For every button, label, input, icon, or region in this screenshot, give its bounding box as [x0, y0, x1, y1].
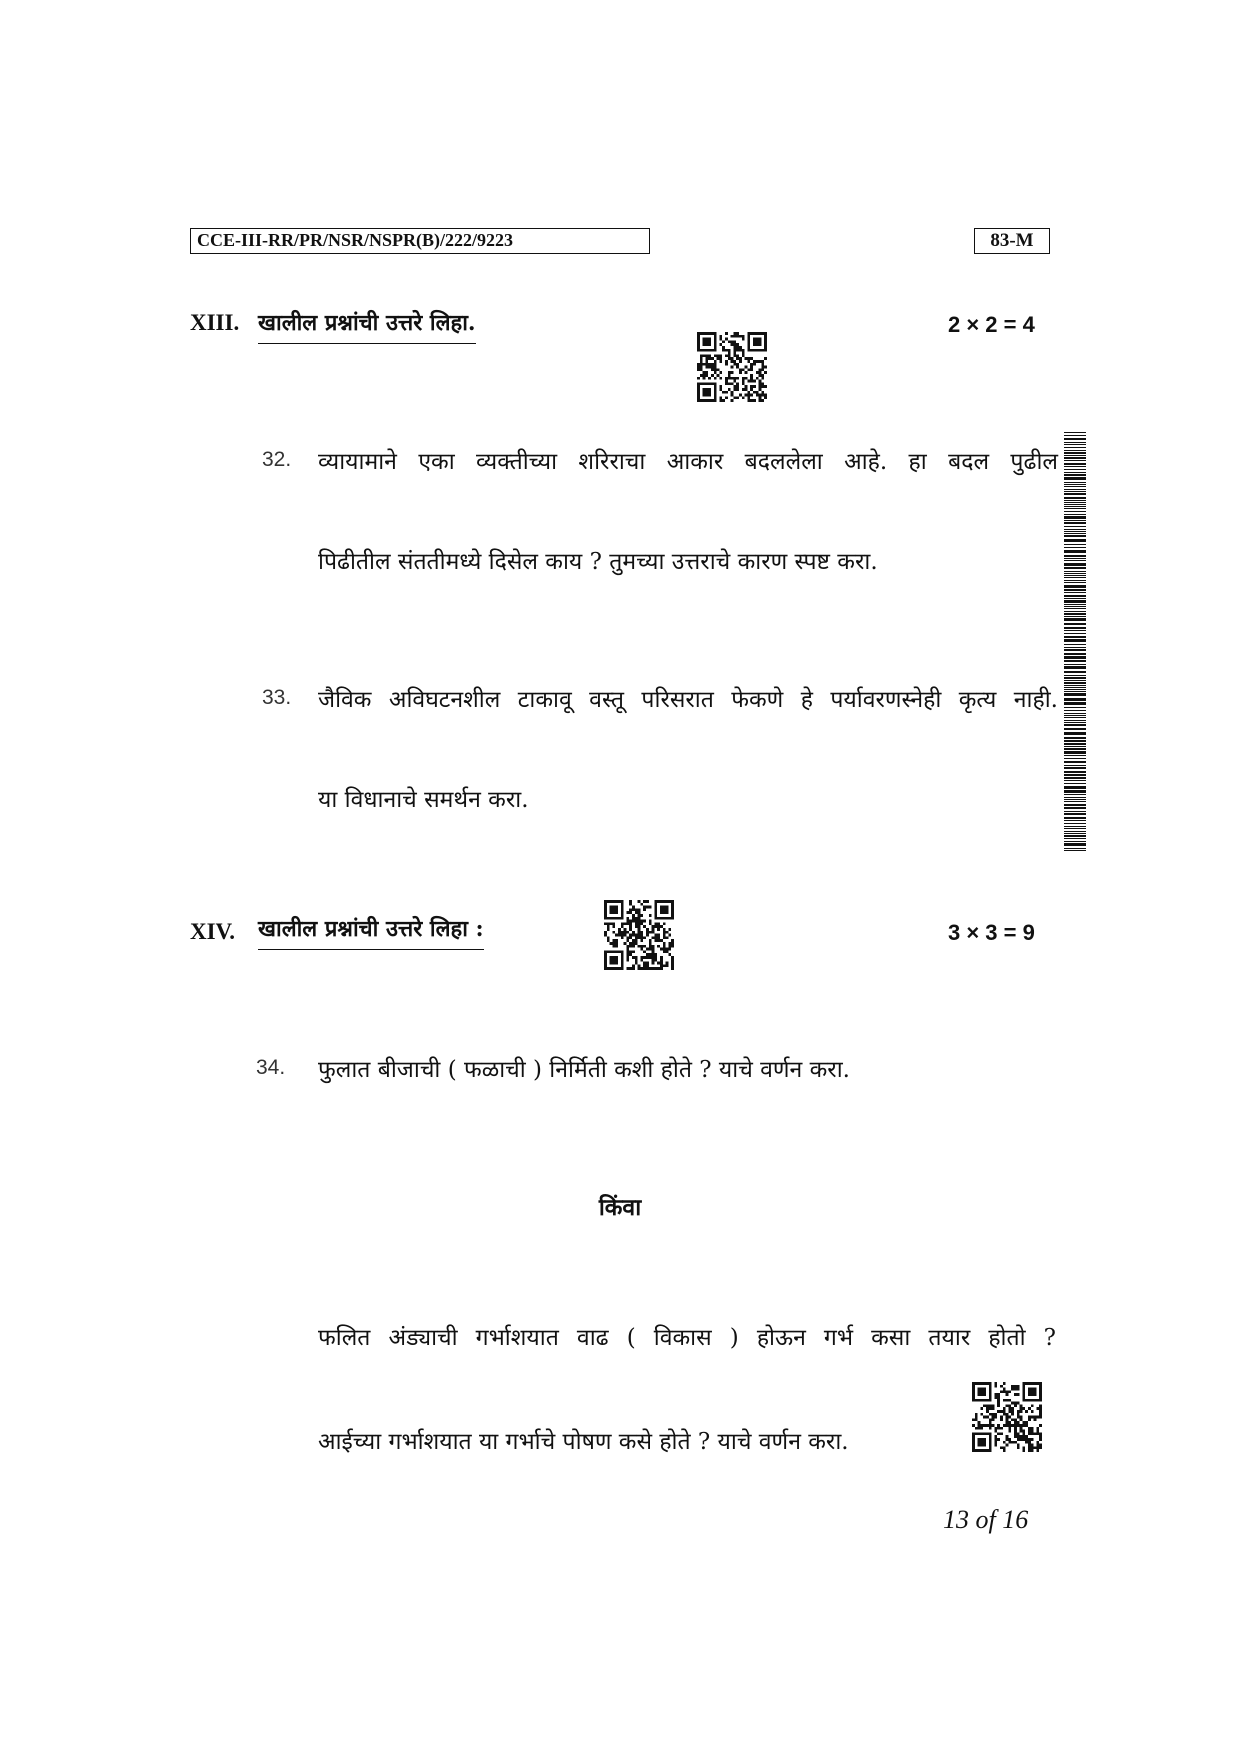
- or-label: किंवा: [598, 1194, 642, 1221]
- paper-code: 83-M: [990, 230, 1034, 251]
- section-marks: 3 × 3 = 9: [948, 920, 1035, 945]
- paper-code-box: [974, 228, 1050, 254]
- question-text-line: आईच्या गर्भाशयात या गर्भाचे पोषण कसे होते ? याचे वर्णन करा.: [318, 1429, 849, 1455]
- question-text-line: फुलात बीजाची ( फळाची ) निर्मिती कशी होते ? याचे वर्णन करा.: [318, 1057, 850, 1083]
- section-title: खालील प्रश्नांची उत्तरे लिहा.: [258, 307, 476, 344]
- question-number: 33.: [262, 686, 292, 709]
- exam-code: CCE-III-RR/PR/NSR/NSPR(B)/222/9223: [197, 230, 514, 250]
- question-text-line: जैविक अविघटनशील टाकावू वस्तू परिसरात फेकणे हे पर्यावरणस्नेही कृत्य नाही.: [318, 687, 1058, 713]
- exam-code-box: [190, 228, 650, 254]
- qr-code-icon: [697, 332, 767, 402]
- page-number: 13 of 16: [943, 1505, 1029, 1534]
- question-text-line: या विधानाचे समर्थन करा.: [318, 787, 529, 813]
- qr-code-icon: [972, 1382, 1042, 1452]
- question-number: 34.: [256, 1056, 286, 1079]
- section-number: XIII.: [190, 310, 240, 335]
- question-text-line: व्यायामाने एका व्यक्तीच्या शरिराचा आकार बदललेला आहे. हा बदल पुढील: [318, 449, 1058, 475]
- question-number: 32.: [262, 448, 292, 471]
- section-number: XIV.: [190, 919, 235, 944]
- section-marks: 2 × 2 = 4: [948, 312, 1035, 337]
- barcode-icon: [1064, 432, 1086, 854]
- question-text-line: फलित अंड्याची गर्भाशयात वाढ ( विकास ) होऊन गर्भ कसा तयार होतो ?: [318, 1325, 1056, 1351]
- qr-code-icon: [604, 900, 674, 970]
- question-text-line: पिढीतील संततीमध्ये दिसेल काय ? तुमच्या उत्तराचे कारण स्पष्ट करा.: [318, 549, 878, 575]
- section-title: खालील प्रश्नांची उत्तरे लिहा :: [258, 913, 484, 950]
